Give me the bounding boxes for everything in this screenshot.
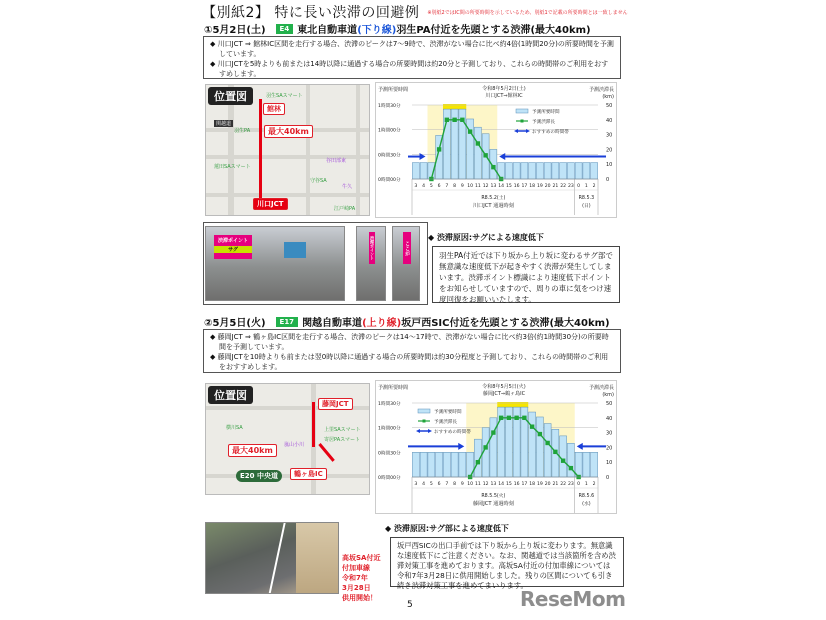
svg-text:9: 9 (460, 482, 464, 487)
svg-text:3: 3 (414, 184, 418, 189)
svg-text:11: 11 (474, 482, 481, 487)
sign-text: ここが (403, 232, 411, 264)
heading-suffix: 坂戸西SIC付近を先頭とする渋滞(最大40km) (401, 318, 610, 329)
svg-text:17: 17 (521, 184, 528, 189)
map-place: 羽生PA (234, 128, 251, 134)
svg-text:18: 18 (529, 184, 536, 189)
congestion-cause-1: ◆ 渋滞原因:サグによる速度低下 (428, 233, 544, 242)
svg-text:0時間00分: 0時間00分 (378, 476, 401, 481)
note-line: 供用開始！ (342, 594, 377, 602)
document-page (200, 0, 630, 620)
svg-text:R8.5.5(火): R8.5.5(火) (481, 494, 506, 499)
svg-text:令和8年5月2日(土): 令和8年5月2日(土) (482, 86, 526, 92)
svg-text:3: 3 (414, 482, 418, 487)
svg-text:40: 40 (606, 117, 613, 124)
svg-text:0時間30分: 0時間30分 (378, 451, 401, 457)
sign-text: 渋滞ポイント (217, 238, 248, 244)
svg-text:13: 13 (490, 184, 497, 189)
svg-text:令和8年5月5日(火): 令和8年5月5日(火) (482, 384, 526, 390)
map-label: 位置図 (208, 87, 253, 105)
svg-text:2: 2 (592, 184, 596, 189)
svg-text:5: 5 (429, 482, 433, 487)
svg-text:30: 30 (606, 430, 613, 437)
travel-time-chart-2 (375, 380, 617, 514)
svg-text:0: 0 (577, 482, 581, 487)
direction-label: (下り線) (357, 25, 397, 36)
svg-text:R8.5.2(土): R8.5.2(土) (481, 196, 506, 201)
svg-text:15: 15 (505, 482, 512, 487)
travel-time-chart-1 (375, 82, 617, 218)
sign-text: サグ (214, 246, 252, 253)
map-place: 羽生SAスマート (266, 93, 303, 99)
svg-text:1時間00分: 1時間00分 (378, 426, 401, 432)
svg-text:10: 10 (467, 184, 474, 189)
section-2-heading (204, 314, 610, 329)
slope (296, 523, 339, 594)
svg-text:R8.5.3: R8.5.3 (578, 196, 595, 201)
svg-text:予測所要時間: 予測所要時間 (434, 410, 462, 415)
description-box-2: 坂戸西SICの出口手前では下り坂から上り坂に変わります。無意識な速度低下にご注意ください。なお、関越道では当該箇所を含め渋滞対策工事を進めております。高坂SA付近の付加車線については令和7年3月28日に供用開始しました。残りの区間についても引き続き渋滞対策工事を進めてまいります。 (390, 537, 624, 587)
svg-text:8: 8 (453, 184, 457, 189)
map-place: 上里SAスマート (324, 427, 361, 433)
header (202, 2, 628, 22)
svg-text:7: 7 (445, 482, 449, 487)
svg-text:9: 9 (460, 184, 464, 189)
svg-text:予測渋滞長: 予測渋滞長 (588, 87, 614, 93)
map-place: 谷田部東 (326, 158, 347, 164)
svg-text:14: 14 (498, 482, 505, 487)
svg-text:予測渋滞長: 予測渋滞長 (588, 385, 614, 391)
note-line: 高坂SA付近 (342, 554, 381, 562)
svg-text:1時間00分: 1時間00分 (378, 128, 401, 134)
map-place: 関越道 (216, 121, 232, 127)
map-place: 江戸崎PA (334, 206, 356, 212)
svg-text:4: 4 (422, 184, 426, 189)
svg-text:2: 2 (592, 482, 596, 487)
svg-text:5: 5 (429, 184, 433, 189)
svg-text:7: 7 (445, 184, 449, 189)
svg-text:おすすめの時間帯: おすすめの時間帯 (434, 430, 471, 435)
map-label: 位置図 (208, 386, 253, 404)
photo-frame (203, 222, 428, 305)
svg-text:1: 1 (584, 184, 588, 189)
svg-text:19: 19 (536, 184, 543, 189)
svg-text:おすすめの時間帯: おすすめの時間帯 (532, 130, 569, 135)
congestion-cause-2: ◆ 渋滞原因:サグ部による速度低下 (385, 524, 509, 533)
route-badge-e17: E17 (276, 317, 299, 327)
svg-text:1: 1 (584, 482, 588, 487)
svg-text:R8.5.6: R8.5.6 (578, 494, 595, 499)
svg-text:40: 40 (606, 415, 613, 422)
description-box-1: 羽生PA付近では下り坂から上り坂に変わるサグ部で無意識な速度低下が起きやすく渋滞が発生してしまいます。渋滞ポイント標識により速度低下ポイントをお知らせしていますので、周りの車に気をつけ速度回復をお願いいたします。 (432, 246, 620, 303)
svg-text:30: 30 (606, 132, 613, 139)
section-1-date: ①5月2日(土) (204, 25, 266, 36)
svg-text:21: 21 (552, 184, 559, 189)
map-start-tag: 藤岡JCT (318, 398, 353, 410)
svg-text:11: 11 (474, 184, 481, 189)
svg-text:50: 50 (606, 401, 613, 407)
map-start-tag: 川口JCT (253, 198, 288, 210)
lane-opening-note (342, 553, 380, 603)
section-2-info-box (203, 329, 621, 373)
svg-text:4: 4 (422, 482, 426, 487)
svg-text:50: 50 (606, 103, 613, 109)
svg-text:藤岡JCT 通過時刻: 藤岡JCT 通過時刻 (472, 501, 514, 507)
svg-text:予測所要時間: 予測所要時間 (532, 110, 560, 115)
svg-text:川口JCT 通過時刻: 川口JCT 通過時刻 (472, 203, 514, 209)
page-number: 5 (407, 600, 413, 610)
map-place: 嵐山小川 (284, 442, 305, 448)
note-line: 3月28日 (342, 584, 371, 592)
svg-text:10: 10 (606, 162, 613, 169)
svg-text:(km): (km) (602, 94, 614, 100)
svg-text:12: 12 (482, 184, 489, 189)
note-line: 令和7年 (342, 574, 368, 582)
svg-text:0時間00分: 0時間00分 (378, 178, 401, 183)
svg-text:予測渋滞長: 予測渋滞長 (434, 420, 457, 425)
direction-label: (上り線) (362, 318, 402, 329)
svg-text:16: 16 (513, 184, 520, 189)
bullet: ◆ 川口JCT ⇒ 館林IC区間を走行する場合、渋滞のピークは7～9時で、渋滞がない場合に比べ約4倍(1時間20分)の所要時間を予測しています。 (210, 40, 614, 58)
bullet: ◆ 藤岡JCT ⇒ 鶴ヶ島IC区間を走行する場合、渋滞のピークは14～17時で、渋滞がない場合に比べ約3倍(約1時間30分)の所要時間を予測しています。 (210, 333, 609, 351)
svg-text:(km): (km) (602, 392, 614, 398)
svg-text:6: 6 (437, 184, 441, 189)
svg-text:0時間30分: 0時間30分 (378, 153, 401, 159)
watermark: ReseMom (520, 587, 626, 611)
svg-text:15: 15 (505, 184, 512, 189)
svg-text:0: 0 (606, 475, 610, 481)
svg-text:14: 14 (498, 184, 505, 189)
svg-text:20: 20 (544, 482, 551, 487)
svg-text:10: 10 (606, 460, 613, 467)
map-end-tag: 鶴ヶ島IC (290, 468, 327, 480)
svg-text:20: 20 (606, 445, 613, 452)
sign-text: 渋滞ポイント (369, 232, 375, 264)
svg-text:0: 0 (606, 177, 610, 183)
svg-text:17: 17 (521, 482, 528, 487)
heading-suffix: 羽生PA付近を先頭とする渋滞(最大40km) (396, 25, 591, 36)
location-map-2 (205, 383, 370, 495)
svg-text:10: 10 (467, 482, 474, 487)
note-line: 付加車線 (342, 564, 370, 572)
bullet: ◆ 川口JCTを5時よりも前または14時以降に通過する場合の所要時間は約20分と予測しており、これらの時間帯のご利用をおすすめします。 (210, 60, 609, 78)
svg-text:12: 12 (482, 482, 489, 487)
svg-text:21: 21 (552, 482, 559, 487)
map-max-tag: 最大40km (264, 125, 313, 138)
svg-text:8: 8 (453, 482, 457, 487)
svg-text:川口JCT⇒館林IC: 川口JCT⇒館林IC (485, 93, 523, 99)
svg-text:23: 23 (567, 482, 574, 487)
svg-text:1時間30分: 1時間30分 (378, 402, 401, 407)
location-map-1 (205, 84, 370, 216)
svg-text:13: 13 (490, 482, 497, 487)
svg-text:22: 22 (560, 482, 567, 487)
svg-text:22: 22 (560, 184, 567, 189)
map-place: 寄居PAスマート (324, 437, 361, 443)
header-note: ※別紙2ではIC間の所要時間を示しているため、別紙1で記載の所要時間とは一致しません (427, 10, 628, 16)
map-place: 守谷SA (310, 178, 327, 184)
road-name: 関越自動車道 (302, 318, 363, 329)
map-place: 横川SA (226, 425, 243, 431)
svg-text:18: 18 (529, 482, 536, 487)
map-end-tag: 館林 (263, 103, 285, 115)
map-max-tag: 最大40km (228, 444, 277, 457)
svg-text:予測所要時間: 予測所要時間 (378, 385, 409, 391)
section-1-heading (204, 21, 591, 36)
svg-text:(日): (日) (582, 204, 591, 209)
svg-text:6: 6 (437, 482, 441, 487)
svg-text:予測渋滞長: 予測渋滞長 (532, 120, 555, 125)
svg-text:0: 0 (577, 184, 581, 189)
bullet: ◆ 藤岡JCTを10時よりも前または翌0時以降に通過する場合の所要時間は約30分程度と予測しており、これらの時間帯のご利用をおすすめします。 (210, 353, 609, 371)
highway-photo (205, 522, 339, 594)
svg-text:予測所要時間: 予測所要時間 (378, 87, 409, 93)
route-badge-e4: E4 (276, 24, 294, 34)
road-name: 東北自動車道 (297, 25, 358, 36)
svg-text:20: 20 (606, 147, 613, 154)
svg-text:藤岡JCT⇒鶴ヶ島IC: 藤岡JCT⇒鶴ヶ島IC (482, 391, 526, 397)
e20-badge: E20 中央道 (236, 470, 282, 482)
section-2-date: ②5月5日(火) (204, 318, 266, 329)
svg-text:19: 19 (536, 482, 543, 487)
map-place: 蓮田SAスマート (214, 164, 251, 170)
svg-text:1時間30分: 1時間30分 (378, 104, 401, 109)
section-1-info-box (203, 36, 621, 79)
svg-text:20: 20 (544, 184, 551, 189)
page-title: 【別紙2】 特に長い渋滞の回避例 (202, 5, 420, 21)
svg-text:16: 16 (513, 482, 520, 487)
map-place: 牛久 (342, 184, 353, 190)
svg-text:(水): (水) (582, 502, 591, 507)
svg-text:23: 23 (567, 184, 574, 189)
